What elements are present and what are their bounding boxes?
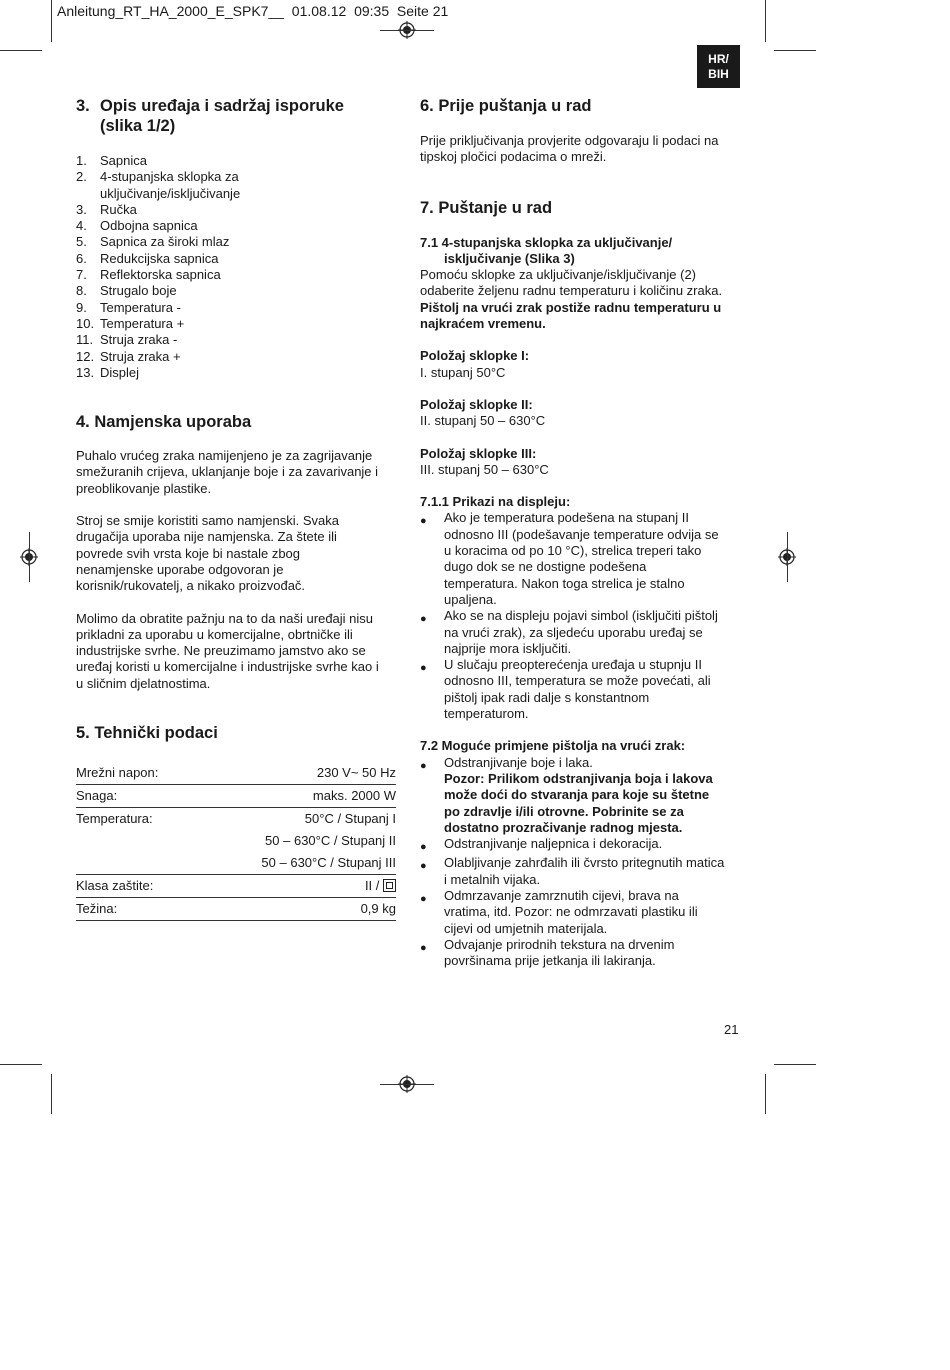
bullet-icon: ● xyxy=(420,613,427,626)
text-line: može doći do stvaranja para koje su štetne xyxy=(444,787,710,803)
paragraph xyxy=(76,611,398,692)
crop-mark xyxy=(765,0,766,42)
bullet-icon: ● xyxy=(420,892,427,905)
text-line: Odstranjivanje naljepnica i dekoracija. xyxy=(444,836,663,852)
bullet-bold-text xyxy=(444,771,713,836)
text-line: odnosno III (podešavanje temperature odvija se xyxy=(444,526,719,542)
list-item xyxy=(76,234,398,250)
item-text: 4-stupanjska sklopka za xyxy=(100,169,239,185)
item-number: 3. xyxy=(76,201,87,217)
applications-list xyxy=(420,755,742,970)
text-line: cijevi od umjetnih materijala. xyxy=(444,920,608,936)
spec-table xyxy=(76,762,396,921)
paragraph xyxy=(420,267,742,300)
text-line: odaberite željenu radnu temperaturu i količinu zraka. xyxy=(420,283,723,299)
section-7-heading: 7. Puštanje u rad xyxy=(420,198,553,217)
list-item xyxy=(76,332,398,348)
text-line: na vrući zrak), za sljedeću uporabu uređaj se xyxy=(444,624,703,640)
table-row xyxy=(76,898,396,921)
text-line: Stroj se smije koristiti samo namjenski. Svaka xyxy=(76,513,339,529)
spec-value-text: II / xyxy=(364,877,383,893)
bullet-icon: ● xyxy=(420,759,427,772)
bullet-text xyxy=(444,510,719,608)
list-item xyxy=(76,349,398,365)
bullet-item xyxy=(420,836,742,855)
language-badge-line: HR/ xyxy=(708,52,729,66)
crop-mark xyxy=(380,30,434,31)
spec-value xyxy=(198,808,397,831)
spec-label xyxy=(76,852,198,875)
list-item xyxy=(76,153,398,169)
item-number: 8. xyxy=(76,283,87,299)
spec-value-text: 0,9 kg xyxy=(360,900,396,916)
text-line: Puhalo vrućeg zraka namijenjeno je za zagrijavanje xyxy=(76,448,373,464)
text-line: Odmrzavanje zamrznutih cijevi, brava na xyxy=(444,887,679,903)
paragraph xyxy=(76,448,398,497)
right-column xyxy=(420,96,742,969)
bullet-text xyxy=(444,888,698,937)
text-line: vratima, itd. Pozor: ne odmrzavati plastiku ili xyxy=(444,904,698,920)
text-line: preoblikovanje plastike. xyxy=(76,480,212,496)
text-line: Ako se na displeju pojavi simbol (isključiti pištolj xyxy=(444,608,718,624)
list-item xyxy=(76,283,398,299)
item-number: 6. xyxy=(76,250,87,266)
bullet-item xyxy=(420,657,742,722)
item-text: Strugalo boje xyxy=(100,283,177,299)
heading-line: isključivanje (Slika 3) xyxy=(444,250,575,266)
bullet-text xyxy=(444,836,662,855)
item-text: Ručka xyxy=(100,201,137,217)
crop-mark xyxy=(29,532,30,582)
bullet-item xyxy=(420,608,742,657)
text-line: Prije priključivanja provjerite odgovaraju li podaci na xyxy=(420,133,719,148)
subsection-7-1-heading xyxy=(420,235,742,268)
table-row xyxy=(76,830,396,852)
text-line: temperaturom. xyxy=(444,706,529,722)
list-item xyxy=(76,267,398,283)
item-text: Struja zraka - xyxy=(100,332,178,348)
text-line: Pomoću sklopke za uključivanje/isključivanje (2) xyxy=(420,267,697,283)
paragraph-bold xyxy=(420,300,742,333)
text-line: temperatura. Nakon toga strelica je stalno xyxy=(444,575,685,591)
item-text: Reflektorska sapnica xyxy=(100,267,221,283)
bullet-item xyxy=(420,888,742,937)
bullet-item xyxy=(420,855,742,888)
crop-mark xyxy=(51,0,52,42)
spec-label: Klasa zaštite: xyxy=(76,875,198,898)
bullet-icon: ● xyxy=(420,860,427,873)
list-item xyxy=(76,300,398,316)
bullet-item xyxy=(420,755,742,836)
table-row xyxy=(76,785,396,808)
item-number: 7. xyxy=(76,267,87,283)
text-line: po zdravlje i/ili otrovne. Pobrinite se za xyxy=(444,803,684,819)
section-4-heading: 4. Namjenska uporaba xyxy=(76,413,252,432)
file-slug: Anleitung_RT_HA_2000_E_SPK7__ 01.08.12 09:35 Seite 21 xyxy=(57,3,449,19)
spec-label: Mrežni napon: xyxy=(76,762,198,785)
item-number: 10. xyxy=(76,315,95,331)
text-line: drugačija uporaba nije namjenska. Za štete ili xyxy=(76,529,337,545)
switch-position-value: II. stupanj 50 – 630°C xyxy=(420,413,546,429)
bullet-icon: ● xyxy=(420,941,427,954)
crop-mark xyxy=(765,1074,766,1114)
table-row xyxy=(76,852,396,875)
bullet-text xyxy=(444,608,718,657)
crop-mark xyxy=(774,50,816,51)
crop-mark xyxy=(774,1064,816,1065)
title-line: (slika 1/2) xyxy=(100,117,176,135)
item-text: Sapnica za široki mlaz xyxy=(100,234,230,250)
text-line: najprije mora isključiti. xyxy=(444,640,572,656)
list-item xyxy=(76,218,398,234)
switch-position-value: III. stupanj 50 – 630°C xyxy=(420,461,549,477)
spec-value xyxy=(198,830,397,852)
text-line: odnosno III, temperatura se može povećati, ali xyxy=(444,673,711,689)
spec-value xyxy=(198,852,397,875)
switch-position-label: Položaj sklopke II: xyxy=(420,396,533,412)
switch-position-label: Položaj sklopke I: xyxy=(420,348,530,364)
list-item xyxy=(76,186,398,202)
paragraph xyxy=(76,513,398,594)
text-line: upaljena. xyxy=(444,591,497,607)
subsection-7-2-heading: 7.2 Moguće primjene pištolja na vrući zrak: xyxy=(420,738,686,754)
spec-value xyxy=(198,875,397,898)
item-number xyxy=(76,186,100,202)
item-text: Temperatura - xyxy=(100,299,181,315)
text-line: Molimo da obratite pažnju na to da naši uređaji nisu xyxy=(76,610,374,626)
bullet-text xyxy=(444,937,675,970)
spec-label: Težina: xyxy=(76,898,198,921)
item-text: Displej xyxy=(100,364,140,380)
crop-mark xyxy=(380,1084,434,1085)
table-row xyxy=(76,762,396,785)
bullet-icon: ● xyxy=(420,841,427,854)
text-line: Ako je temperatura podešena na stupanj II xyxy=(444,510,689,526)
text-line: prikladni za uporabu u komercijalne, obrtničke ili xyxy=(76,626,353,642)
crop-mark xyxy=(787,532,788,582)
item-text: Odbojna sapnica xyxy=(100,218,198,234)
list-item xyxy=(76,365,398,381)
spec-value-text: maks. 2000 W xyxy=(312,787,396,803)
parts-list xyxy=(76,153,398,381)
text-line: U slučaju preopterećenja uređaja u stupnju II xyxy=(444,657,702,673)
bullet-item xyxy=(420,510,742,608)
text-line: smežuranih crijeva, uklanjanje boje i za zavarivanje i xyxy=(76,464,379,480)
spec-label xyxy=(76,830,198,852)
list-item xyxy=(76,202,398,218)
subsection-7-1-1-heading: 7.1.1 Prikazi na displeju: xyxy=(420,494,571,510)
page-number: 21 xyxy=(724,1022,739,1037)
crop-mark xyxy=(0,1064,42,1065)
text-line: uređaj koristi u komercijalne i industrijske svrhe kao i xyxy=(76,659,379,675)
text-line: Odvajanje prirodnih tekstura na drvenim xyxy=(444,936,675,952)
bullet-text xyxy=(444,755,713,836)
bullet-icon: ● xyxy=(420,662,427,675)
crop-mark xyxy=(51,1074,52,1114)
text-line: dugo dok se ne dostigne podešena xyxy=(444,559,647,575)
text-line: industrijske svrhe. Ne preuzimamo jamstvo ako se xyxy=(76,643,366,659)
text-line: povrede svih vrsta koje bi nastale zbog xyxy=(76,545,301,561)
section-3-heading xyxy=(76,96,398,136)
text-line: Olabljivanje zahrđalih ili čvrsto pritegnutih matica xyxy=(444,855,725,871)
text-line: korisnik/rukovatelj, a nikako proizvođač. xyxy=(76,578,306,594)
item-number: 12. xyxy=(76,348,95,364)
text-line: Pozor: Prilikom odstranjivanja boja i lakova xyxy=(444,770,713,786)
bullet-item xyxy=(420,937,742,970)
item-text: Sapnica xyxy=(100,153,147,168)
spec-value-text: 50°C / Stupanj I xyxy=(304,810,396,826)
section-title xyxy=(100,96,344,136)
spec-label: Snaga: xyxy=(76,785,198,808)
item-number: 2. xyxy=(76,169,87,185)
spec-value xyxy=(198,762,397,785)
left-column xyxy=(76,96,398,921)
item-text: uključivanje/isključivanje xyxy=(100,185,241,201)
text-line: tipskoj pločici podacima o mreži. xyxy=(420,149,607,165)
spec-value-text: 50 – 630°C / Stupanj II xyxy=(265,832,396,848)
item-number: 4. xyxy=(76,218,87,234)
item-text: Temperatura + xyxy=(100,315,185,331)
item-text: Struja zraka + xyxy=(100,348,181,364)
item-number: 5. xyxy=(76,234,87,250)
language-badge-line: BIH xyxy=(708,67,729,81)
item-number: 13. xyxy=(76,364,95,380)
list-item xyxy=(76,169,398,185)
text-line: dostatno prozračivanje radnog mjesta. xyxy=(444,819,683,835)
bullet-text xyxy=(444,657,711,722)
item-number: 9. xyxy=(76,299,87,315)
heading-line: 7.1 4-stupanjska sklopka za uključivanje/ xyxy=(420,234,673,250)
switch-position-label: Položaj sklopke III: xyxy=(420,445,537,461)
text-line: površinama prije jetkanja ili lakiranja. xyxy=(444,953,656,969)
spec-value-text: 230 V~ 50 Hz xyxy=(316,764,396,780)
bullet-icon: ● xyxy=(420,515,427,528)
protection-class-ii-icon xyxy=(383,879,396,892)
crop-mark xyxy=(0,50,42,51)
text-line: i metalnih vijaka. xyxy=(444,871,541,887)
paragraph xyxy=(420,133,742,166)
spec-value xyxy=(198,898,397,921)
text-line: Odstranjivanje boje i laka. xyxy=(444,754,593,770)
text-line: pištolj ipak radi dalje s konstantnom xyxy=(444,689,650,705)
display-notes-list xyxy=(420,510,742,722)
text-line: Pištolj na vrući zrak postiže radnu temperaturu u xyxy=(420,299,722,315)
section-6-heading: 6. Prije puštanja u rad xyxy=(420,97,592,115)
title-line: Opis uređaja i sadržaj isporuke xyxy=(100,97,344,115)
text-line: najkraćem vremenu. xyxy=(420,316,546,332)
item-text: Redukcijska sapnica xyxy=(100,250,219,266)
table-row xyxy=(76,875,396,898)
text-line: nenamjenske uporabe odgovoran je xyxy=(76,561,284,577)
item-number: 1. xyxy=(76,153,87,168)
spec-value-text: 50 – 630°C / Stupanj III xyxy=(261,854,396,870)
language-badge xyxy=(697,45,740,88)
item-number: 11. xyxy=(76,332,94,348)
text-line: u koracima od po 10 °C), strelica treperi tako xyxy=(444,543,702,559)
section-5-heading: 5. Tehnički podaci xyxy=(76,724,218,743)
list-item xyxy=(76,316,398,332)
list-item xyxy=(76,251,398,267)
bullet-text xyxy=(444,855,724,888)
section-number: 3. xyxy=(76,97,90,115)
switch-position-value: I. stupanj 50°C xyxy=(420,364,506,380)
spec-label: Temperatura: xyxy=(76,810,153,826)
table-row xyxy=(76,808,396,831)
text-line: u sličnim djelatnostima. xyxy=(76,675,211,691)
spec-value xyxy=(198,785,397,808)
